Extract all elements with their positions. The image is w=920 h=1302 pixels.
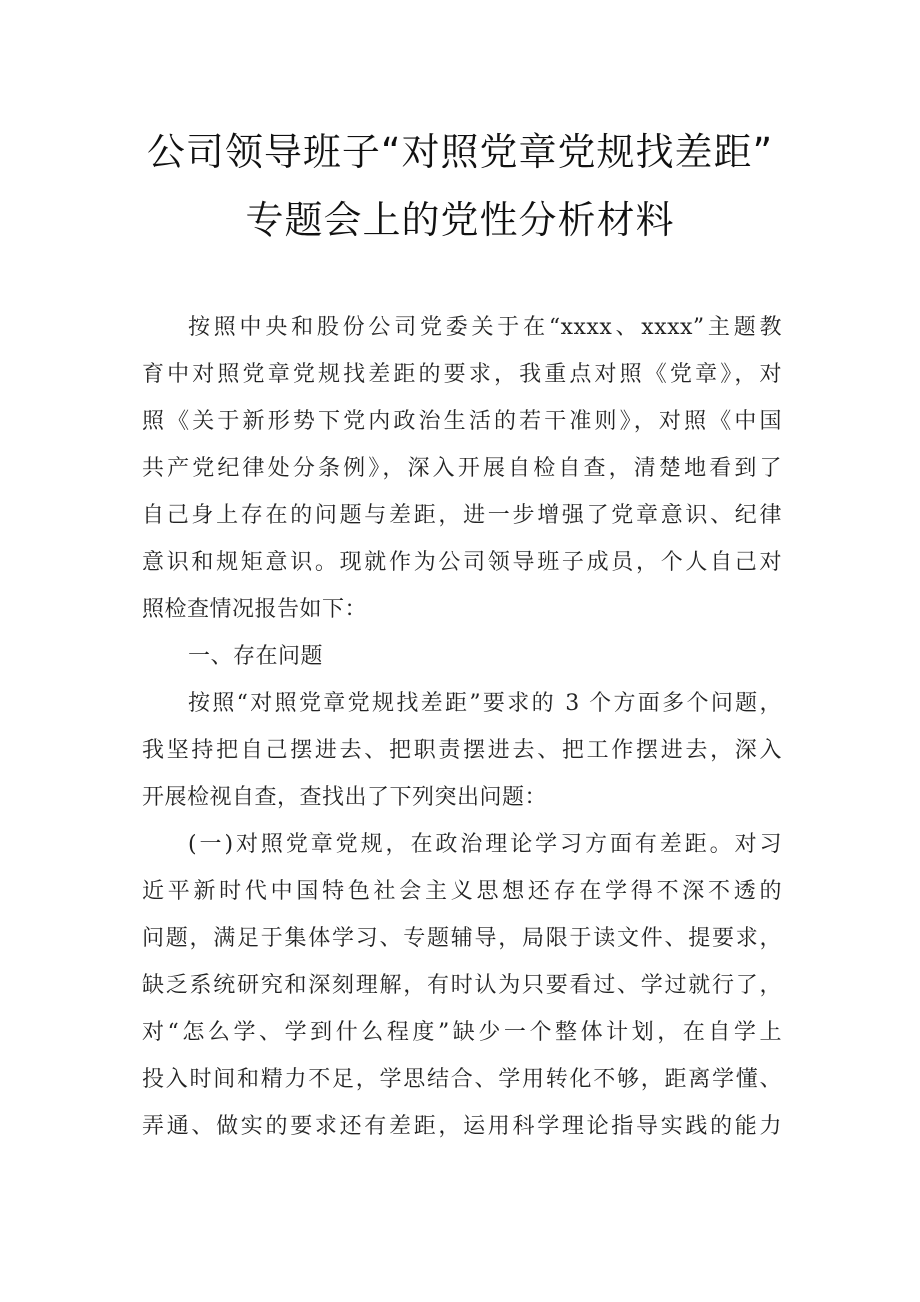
document-title-line-1: 公司领导班子“对照党章党规找差距” [146,130,774,174]
body-line: 开展检视自查，查找出了下列突出问题： [142,785,548,810]
body-line: 照检查情况报告如下： [142,597,368,622]
body-line: 弄通、做实的要求还有差距，运用科学理论指导实践的能力 [142,1114,782,1139]
body-line: 意识和规矩意识。现就作为公司领导班子成员，个人自己对 [142,550,782,575]
body-line: 共产党纪律处分条例》，深入开展自检自查，清楚地看到了 [142,456,782,481]
body-line: 近平新时代中国特色社会主义思想还存在学得不深不透的 [142,879,782,904]
document-title-line-2: 专题会上的党性分析材料 [245,198,675,242]
body-line: 缺乏系统研究和深刻理解，有时认为只要看过、学过就行了， [142,973,782,998]
body-line: 按照中央和股份公司党委关于在“xxxx、xxxx”主题教 [188,315,782,340]
body-line: 问题，满足于集体学习、专题辅导，局限于读文件、提要求， [142,926,782,951]
body-line: 我坚持把自己摆进去、把职责摆进去、把工作摆进去，深入 [142,738,782,763]
body-line: 对“怎么学、学到什么程度”缺少一个整体计划，在自学上 [142,1020,782,1045]
body-line: 按照“对照党章党规找差距”要求的 3 个方面多个问题， [188,691,782,716]
body-line: 育中对照党章党规找差距的要求，我重点对照《党章》，对 [142,362,782,387]
body-line: 照《关于新形势下党内政治生活的若干准则》，对照《中国 [142,409,782,434]
body-line: (一)对照党章党规，在政治理论学习方面有差距。对习 [188,832,782,857]
body-line: 自己身上存在的问题与差距，进一步增强了党章意识、纪律 [142,503,782,528]
section-heading: 一、存在问题 [188,644,324,669]
body-line: 投入时间和精力不足，学思结合、学用转化不够，距离学懂、 [142,1067,782,1092]
